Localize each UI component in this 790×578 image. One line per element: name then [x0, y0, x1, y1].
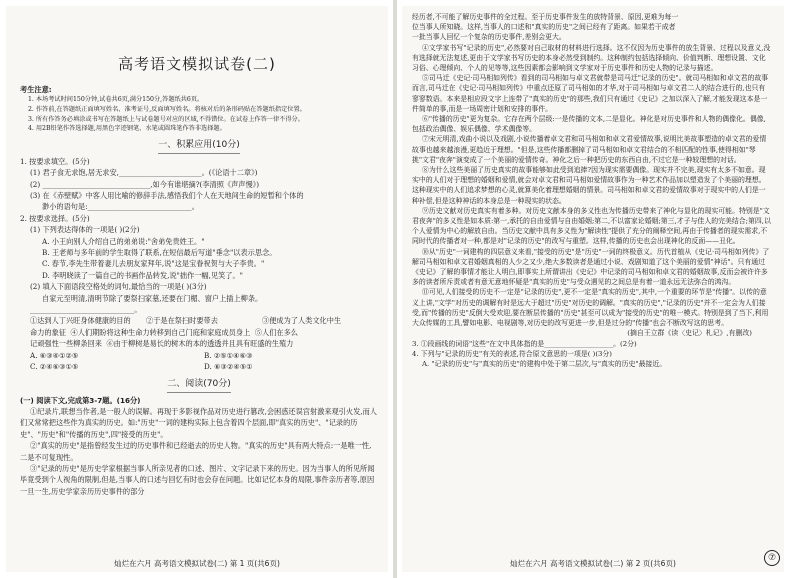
reading-heading: (一) 阅读下文,完成第3-7题。(16分)	[20, 395, 141, 405]
page-one-content	[20, 84, 378, 497]
continued-line-3: 一批当事人回忆一个复杂的历史事件,差别会更大。	[412, 33, 566, 42]
reading-paragraph-6: ⑥"传播的历史"更为复杂。它存在两个层级:一是传播的文本,二是显化。神化是对历史事件和人物的偶像化。偶像,包括政治偶像、娱乐偶像、学术偶像等。	[412, 115, 766, 134]
continued-line-1: 经历者,不可能了解历史事件的全过程。至于历史事件发生的放特背景、原因,更难为每一	[412, 13, 679, 21]
question-2: 2. 按要求选择。(5分)	[20, 213, 90, 223]
sentence-options-row-3: 记顽强性一些柳条回来 ⑥由于柳树是易长的树木的本的透透并且具有旺盛的生殖力	[30, 339, 294, 349]
reading-paragraph-5: ⑤司马迁《史记·司马相如列传》看到的司马相如与卓文君就带是司马迁"记录的历史"。就司马相如和卓文君的故事而言,司马迁在《史记·司马相如列传》中重点还原了司马相如的才华,对于司马相如与卓文君二人的结合进行的,也只有寥寥数语。本来是相应段文字上连带了"真实的历史"的那些,我们只有通过《史记》之加以深入了解,才能发现这本是一件简单的事,而是一场周密计划和安排的事件。	[412, 74, 769, 113]
option-a: A. 小王向别人介绍自己的弟弟说:"舍弟免贵姓王。"	[42, 236, 205, 246]
choice-d: D. ⑥③②④⑤①	[204, 362, 253, 372]
source-citation: (摘自王立群《读〈史记〉札记》,有删改)	[627, 329, 752, 338]
reading-paragraph-2: ②"真实的历史"是指曾经发生过的历史事件和已经逝去的历史人物。"真实的历史"具有两大特点:一是唯一性,二是不可复现性。	[20, 441, 372, 462]
page-one-footer: 灿烂在六月 高考语文模拟试卷(二) 第 1 页(共6页)	[114, 559, 280, 568]
continued-line-2: 位当事人所知晓。这样,当事人的口述和"真实的历史"之间已经有了距离。如果若干成者	[412, 23, 676, 32]
question-4: 4. 下列与"记录的历史"有关的表述,符合原文意思的一项是( )(3分)	[412, 349, 612, 358]
page-one	[6, 6, 388, 572]
sentence-options-row-1: ①达到人丁兴旺身体健康的目的 ②于是在祭扫时要带去 ③便成为了人类文化中生	[30, 316, 342, 326]
choice-c: C. ②④⑥③①⑤	[30, 362, 79, 372]
reading-paragraph-11: ⑪可见,人们接受的历史不一定是"记录的历史",更不一定是"真实的历史",其中,一个重要的环节是"传播"。以传的意义上讲,"文学"对历史的调解有时是远大于超过"历史"对历史的调解。"真实的历史","记录的历史"并不一定会为人们接受,而"传播的历史"反倒大受欢迎,要在断层传播的"历史"甚至可以成为"接受的历史"的唯一模式。特别是到了当下,利用大众传媒的工具,譬如电影、电视剧等,对历史的改写更进一步,但是过分的"传播"也会不断改写这的思考。	[412, 288, 769, 328]
notice-line-1: 1. 本场考试时间150分钟,试卷共6页,满分150分,答题纸共6页。	[28, 96, 204, 104]
notice-line-4: 4. 用2B铅笔作答选择题,用黑色字迹钢笔、水笔或圆珠笔作答非选择题。	[28, 125, 226, 133]
book-spine	[393, 0, 397, 578]
question-2-1: (1) 下列表达得体的一项是( )(2分)	[30, 225, 140, 235]
section-heading-accumulation: 一、积累应用(10分)	[20, 137, 378, 154]
question-3: 3. ①段画线的词语"这些"在文中具体指的是____________________。(2分)	[412, 339, 637, 348]
reading-paragraph-7: ⑦宋元明清,戏曲小说以及戏剧,小说传播着卓文君和司马相如和卓文君爱情故事,说明比美故事塑造的卓文君的爱情故事也越来越浪漫,更趋近于理想。"但是,这些传播都删掉了司马相如和卓文君结合的不相匹配的性事,使得相如"琴挑"文君"夜奔"演变成了一个美丽的爱情传奇。神化之后一种把历史的东西自由,不过它是一种较理想的对话。	[412, 135, 767, 164]
page-two-content	[412, 12, 772, 369]
notice-heading: 考生注意:	[20, 85, 52, 94]
option-b: B. 王老师与多年前的学生取得了联系,在短信最后写道"垂念"以表示思念。	[42, 248, 277, 258]
page-badge: ⑦	[764, 550, 780, 566]
reading-paragraph-4: ④文学家书写"记录的历史",必然要对自己取材的材料进行选择。这不仅因为历史事件的放生背景、过程以及意义,没有选择就无法复述,更由于文学家书写历史的本身必然受到制约。这种制约包括选择倾向、价值判断、理想设置、文化习俗、心理倾向、个人的见等等,这些因素都会影响到文学家对于历史事件和历史人物的记录与描述。	[412, 43, 771, 73]
reading-paragraph-3: ③"记录的历史"是历史学家根据当事人所亲见者的口述、图片、文字记录下来的历史。因为当事人的所见所闻毕竟受到个人视角的限制,但是,当事人的口述与回忆有时也会存在问题。比如记忆本身的局限,事件亲历者等,原因一旦一生,历史学家亲历历史事件的部分	[20, 463, 375, 496]
notice-line-2: 2. 作答前,在答题纸正面填写姓名、准考证号,反面填写姓名。将核对后的条形码贴在答题纸指定位置。	[28, 106, 306, 113]
choice-a: A. ⑥③④①②⑤	[30, 350, 79, 360]
question-1-3-cont: 渺小的语句是:_____________________________。	[42, 202, 199, 212]
question-1: 1. 按要求填空。(5分)	[20, 156, 90, 166]
reading-paragraph-1: ①纪录片,联想当作者,是一般人的误解。再现于多影视作品对历史进行篡改,会困惑还误宫射激来观引火发,而人们又常常把这些作为真实的历史。如:"历史"一词的建构实际上包含着四个层面,即"真实的历史"、"记录的历史"、"历史"和"传播的历史",四"接受的历史"。	[20, 406, 377, 439]
choice-b: B. ②⑤①④⑥③	[204, 350, 253, 360]
question-1-3: (3) 在《赤壁赋》中客人用比喻的修辞手法,感悟我们个人在天地间生命的短暂和个体的	[30, 191, 304, 200]
question-4-option-a: A. "记录的历史"与"真实的历史"的建构中处于第二层次,与"真实的历史"最接近。	[422, 359, 667, 368]
question-2-2-text: 自家元至明清,清明节除了要祭扫家墓,还要在门楣、窗户上插上柳条。	[42, 293, 263, 303]
question-2-2-blank: _____________________________。	[30, 305, 142, 315]
page-two-footer: 灿烂在六月 高考语文模拟试卷(二) 第 2 页(共6页)	[510, 559, 676, 568]
question-2-2: (2) 填入下面语段空格处的词句,最恰当的一项是( )(3分)	[30, 282, 207, 292]
notice-line-3: 3. 所有作答务必填涂或书写在答题纸上与试卷题号对应的区域,不得错位。在试卷上作答一律不得分。	[28, 115, 304, 123]
question-1-1: (1) 君子食无求饱,居无求安,_______________________。(《论语十二章》)	[30, 168, 258, 178]
page-two	[402, 6, 784, 572]
section-heading-reading: 二、阅读(70分)	[20, 376, 378, 393]
question-1-2: (2) ______________________________,如今有谁堪摘?(李清照《声声慢》)	[30, 179, 260, 189]
reading-paragraph-10: ⑩从"历史"一词建构的四层意义来看,"接受的历史"是"历史"一词的终极意义。历代首植从《史记·司马相如列传》了解司马相如和卓文君婚姻真相的人少之又少,绝大多数读者是通过小说、戏剧知道了这个美丽的爱情"神话"。只有通过《史记》了解的事情才能让人明白,即事实上所谓讲出《史记》中记录的司马相如和卓文君的婚姻故事,反而会被许许多多的读者所斥责或者有意无意地怀疑是"真实的历史"与受众遇见的之间总是有着一道永远无法弥合的鸿沟。	[412, 247, 770, 287]
exam-title: 高考语文模拟试卷(二)	[118, 55, 276, 73]
reading-paragraph-8: ⑧为什么这些美丽了历史真实的故事能够如此受到追捧?因为现实需要偶像。现实并不完美,现实有太多不如意。现实中的人们对于理想的婚姻和爱情,就会对卓文君和司马相如爱情故事作为一种艺术作品加以塑造发了个美丽的理想。这种现实中的人们追求梦想的心灵,就算美化着理想婚姻的情景。司马相如和卓文君的爱情故事对于现实中的人们是一种补偿,但是这种神话的本身总是一种现实的状态。	[412, 166, 766, 205]
sentence-options-row-2: 命力的象征 ④人们期盼将这种生命力转移到自己门庭和家庭成员身上 ⑤人们在多么	[30, 327, 298, 337]
answer-choices-2	[20, 361, 378, 372]
option-d: D. 李明晓读了一篇自己的书画作品转发,说"拙作一幅,见笑了。"	[42, 270, 243, 280]
option-c: C. 春节,李先生带着妻儿去朋友家拜年,说"这是宝眷祝贺与大子李贵。"	[42, 259, 265, 269]
reading-paragraph-9: ⑨历史文献对历史真实有着多种。对历史文献本身的多义性也为传播历史带来了神化与显化的现实可能。特别是"文君夜奔"的多义性是如本质:第一,承托的自由爱情与自由婚姻;第二,不以富家论婚姻;第三,才子与佳人的完美结合;第四,以个人爱情为中心的解放自由。当历史文献中具有多义性为"解读性"提供了充分的阐释空间,再由于传播者的现实需求,不同时代的传播者对一种,都是对"记录的历史"的改写与重塑。这样,传播的历史也会出现神化的反面——丑化。	[412, 206, 771, 246]
answer-choices	[20, 350, 378, 361]
